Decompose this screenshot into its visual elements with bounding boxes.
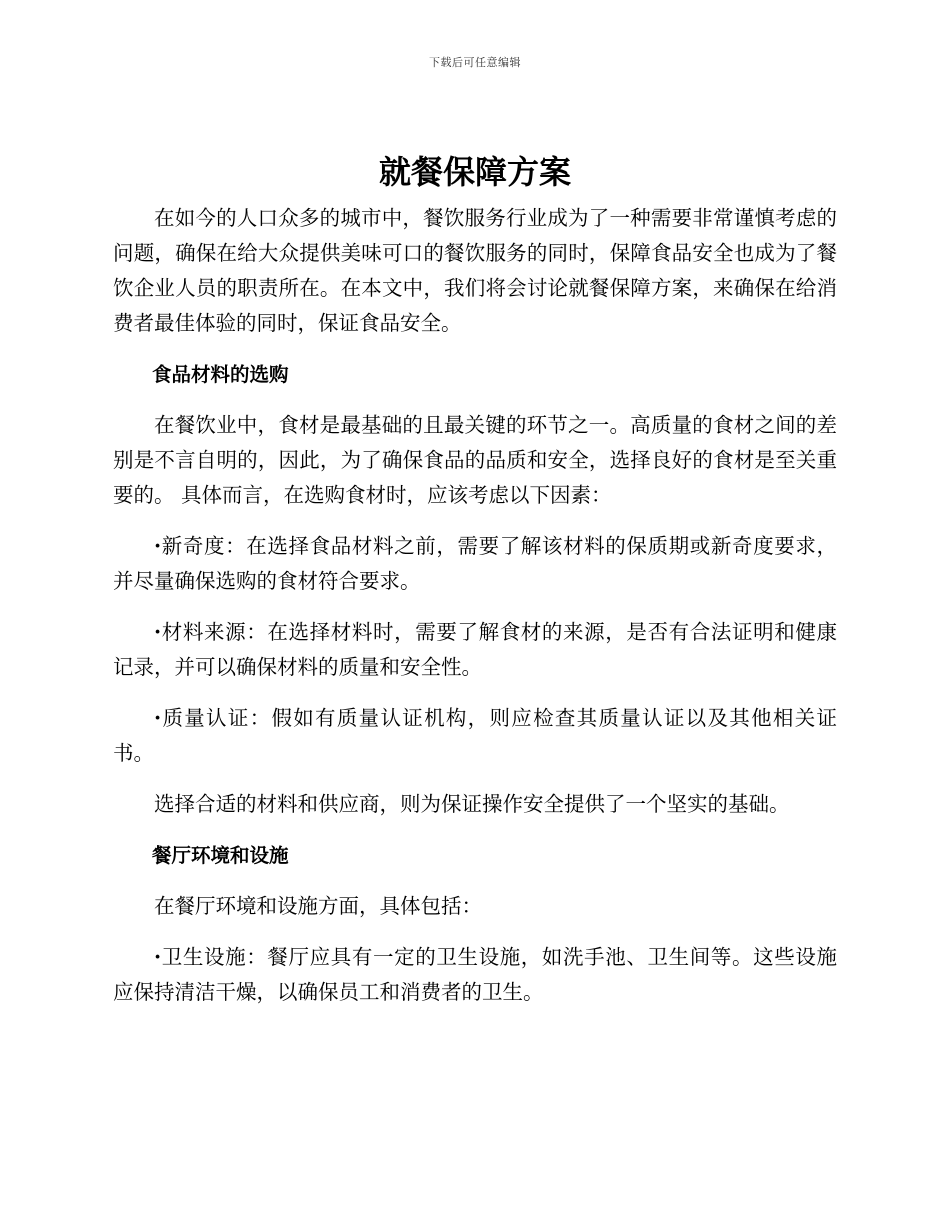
environment-intro-paragraph: 在餐厅环境和设施方面，具体包括： (154, 894, 482, 918)
section-heading-environment: 餐厅环境和设施 (152, 844, 289, 867)
bullet-dot: · (154, 620, 162, 644)
document-title: 就餐保障方案 (378, 153, 571, 191)
bullet-dot: · (154, 534, 162, 558)
bullet-text: 新奇度：在选择食品材料之前，需要了解该材料的保质期或新奇度要求，并尽量确保选购的食材符合要求。 (113, 534, 837, 593)
ingredients-conclusion-paragraph: 选择合适的材料和供应商，则为保证操作安全提供了一个坚实的基础。 (154, 792, 790, 816)
intro-paragraph: 在如今的人口众多的城市中，餐饮服务行业成为了一种需要非常谨慎考虑的问题，确保在给大众提供美味可口的餐饮服务的同时，保障食品安全也成为了餐饮企业人员的职责所在。在本文中，我们将会讨论就餐保障方案，来确保在给消费者最佳体验的同时，保证食品安全。 (113, 206, 837, 335)
bullet-dot: · (154, 945, 162, 969)
bullet-text: 质量认证：假如有质量认证机构，则应检查其质量认证以及其他相关证书。 (113, 706, 837, 765)
document-body (113, 201, 837, 1026)
bullet-item-certification (113, 701, 837, 771)
bullet-item-source (113, 615, 837, 685)
bullet-item-freshness (113, 529, 837, 599)
ingredients-intro-paragraph: 在餐饮业中，食材是最基础的且最关键的环节之一。高质量的食材之间的差别是不言自明的，因此，为了确保食品的品质和安全，选择良好的食材是至关重要的。 具体而言，在选购食材时，应该考虑以下因素： (113, 413, 837, 507)
section-heading-ingredients: 食品材料的选购 (152, 363, 289, 386)
bullet-text: 材料来源：在选择材料时，需要了解食材的来源，是否有合法证明和健康记录，并可以确保材料的质量和安全性。 (113, 620, 837, 679)
bullet-dot: · (154, 706, 162, 730)
bullet-item-sanitation (113, 940, 837, 1010)
bullet-text: 卫生设施：餐厅应具有一定的卫生设施，如洗手池、卫生间等。这些设施应保持清洁干燥，以确保员工和消费者的卫生。 (113, 945, 837, 1004)
page-header: 下载后可任意编辑 (429, 56, 521, 69)
